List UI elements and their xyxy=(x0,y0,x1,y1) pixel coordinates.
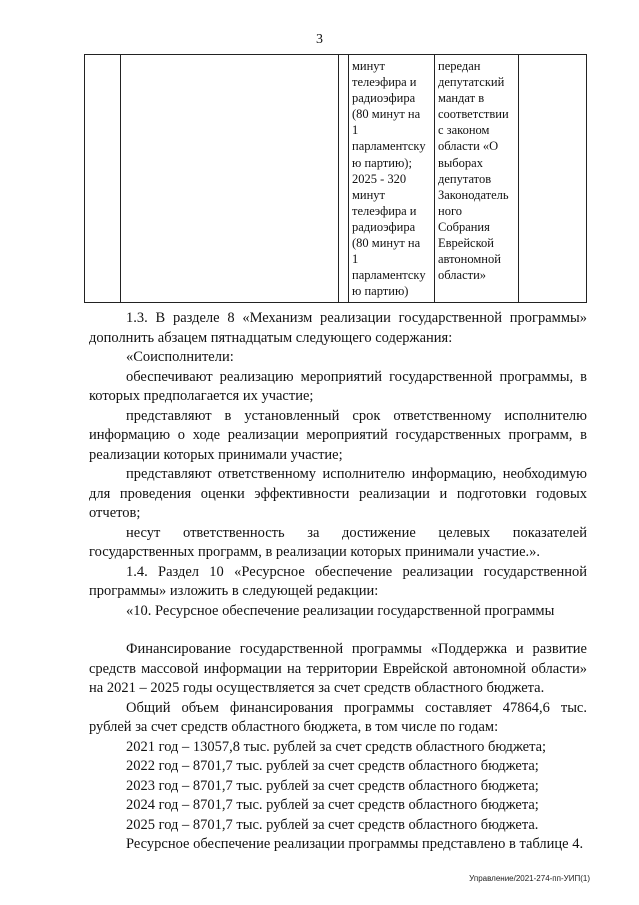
paragraph-item: представляют в установленный срок ответственному исполнителю информацию о ходе реализации мероприятий государственных программ, в реализации которых принимали участие; xyxy=(89,407,587,463)
table-row xyxy=(85,55,587,303)
year-line: 2025 год – 8701,7 тыс. рублей за счет средств областного бюджета. xyxy=(126,816,539,833)
paragraph-item: представляют ответственному исполнителю информацию, необходимую для проведения оценки эффективности реализации и подготовки годовых отчетов; xyxy=(89,466,587,521)
table-cell-airtime: минут телеэфира и радиоэфира (80 минут на 1 парламентску ю партию); 2025 - 320 минут телеэфира и радиоэфира (80 минут на 1 парламентску ю партию) xyxy=(349,55,435,303)
table-cell xyxy=(339,55,349,303)
table-cell xyxy=(121,55,339,303)
table-cell xyxy=(519,55,587,303)
paragraph-item: несут ответственность за достижение целевых показателей государственных программ, в реализации которых принимали участие.». xyxy=(89,524,587,560)
year-line: 2021 год – 13057,8 тыс. рублей за счет средств областного бюджета; xyxy=(126,738,547,755)
document-body xyxy=(89,309,587,855)
year-line: 2023 год – 8701,7 тыс. рублей за счет средств областного бюджета; xyxy=(126,777,539,794)
page-number: 3 xyxy=(316,32,323,47)
paragraph-item: обеспечивают реализацию мероприятий государственной программы, в которых предполагается их участие; xyxy=(89,368,587,404)
continued-table xyxy=(84,54,587,303)
paragraph-table-ref: Ресурсное обеспечение реализации программы представлено в таблице 4. xyxy=(126,836,584,852)
section-heading: «10. Ресурсное обеспечение реализации государственной программы xyxy=(126,602,555,619)
year-line: 2024 год – 8701,7 тыс. рублей за счет средств областного бюджета; xyxy=(126,797,539,813)
table-cell xyxy=(85,55,121,303)
paragraph-financing: Финансирование государственной программы «Поддержка и развитие средств массовой информации на территории Еврейской автономной области» на 2021 – 2025 годы осуществляется за счет средств областного бюджета. xyxy=(89,641,587,696)
document-footer: Управление/2021-274-пп-УИП(1) xyxy=(469,874,590,883)
paragraph-coexecutors: «Соисполнители: xyxy=(126,349,234,365)
table-cell-mandate: передан депутатский мандат в соответствии с законом области «О выборах депутатов Законодатель ного Собрания Еврейской автономной области» xyxy=(435,55,519,303)
paragraph-total: Общий объем финансирования программы составляет 47864,6 тыс. рублей за счет средств областного бюджета, в том числе по годам: xyxy=(89,699,587,735)
paragraph-1-4: 1.4. Раздел 10 «Ресурсное обеспечение реализации государственной программы» изложить в следующей редакции: xyxy=(89,563,587,599)
paragraph-1-3: 1.3. В разделе 8 «Механизм реализации государственной программы» дополнить абзацем пятнадцатым следующего содержания: xyxy=(89,310,587,346)
year-line: 2022 год – 8701,7 тыс. рублей за счет средств областного бюджета; xyxy=(126,758,539,774)
